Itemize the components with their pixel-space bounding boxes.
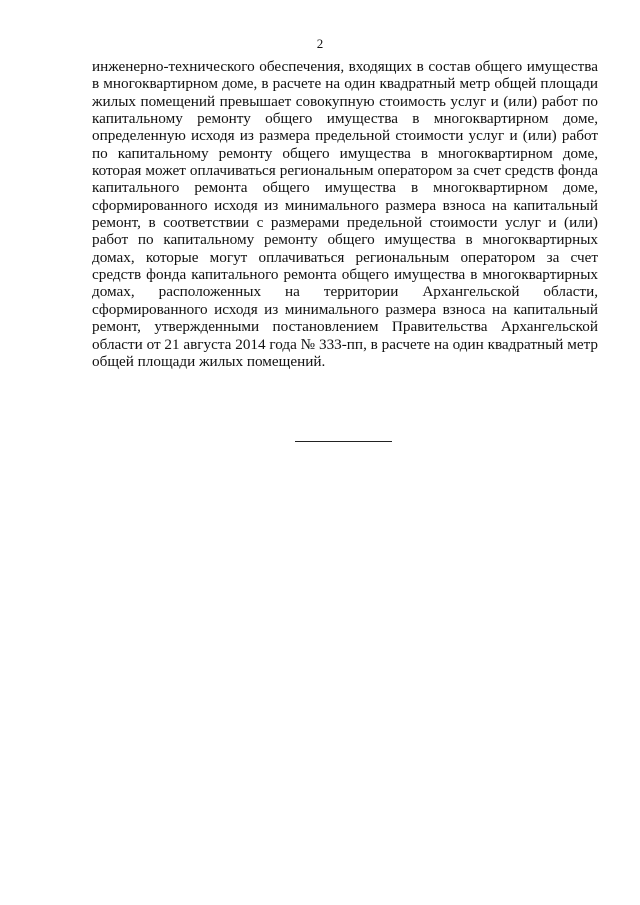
body-paragraph: инженерно-технического обеспечения, входящих в состав общего имущества в многоквартирном доме, в расчете на один квадратный метр общей площади жилых помещений превышает совокупную стоимость услуг и (или) работ по капитальному ремонту общего имущества в многоквартирном доме, определенную исходя из размера предельной стоимости услуг и (или) работ по капитальному ремонту общего имущества в многоквартирном доме, которая может оплачиваться региональным оператором за счет средств фонда капитального ремонта общего имущества в многоквартирном доме, сформированного исходя из минимального размера взноса на капитальный ремонт, в соответствии с размерами предельной стоимости услуг и (или) работ по капитальному ремонту общего имущества в многоквартирных домах, которые могут оплачиваться региональным оператором за счет средств фонда капитального ремонта общего имущества в многоквартирных домах, расположенных на территории Архангельской области, сформированного исходя из минимального размера взноса на капитальный ремонт, утвержденными постановлением Правительства Архангельской области от 21 августа 2014 года № 333-пп, в расчете на один квадратный метр общей площади жилых помещений. bbox=[92, 58, 598, 370]
end-of-document-rule bbox=[295, 441, 392, 442]
page-number: 2 bbox=[316, 36, 324, 51]
